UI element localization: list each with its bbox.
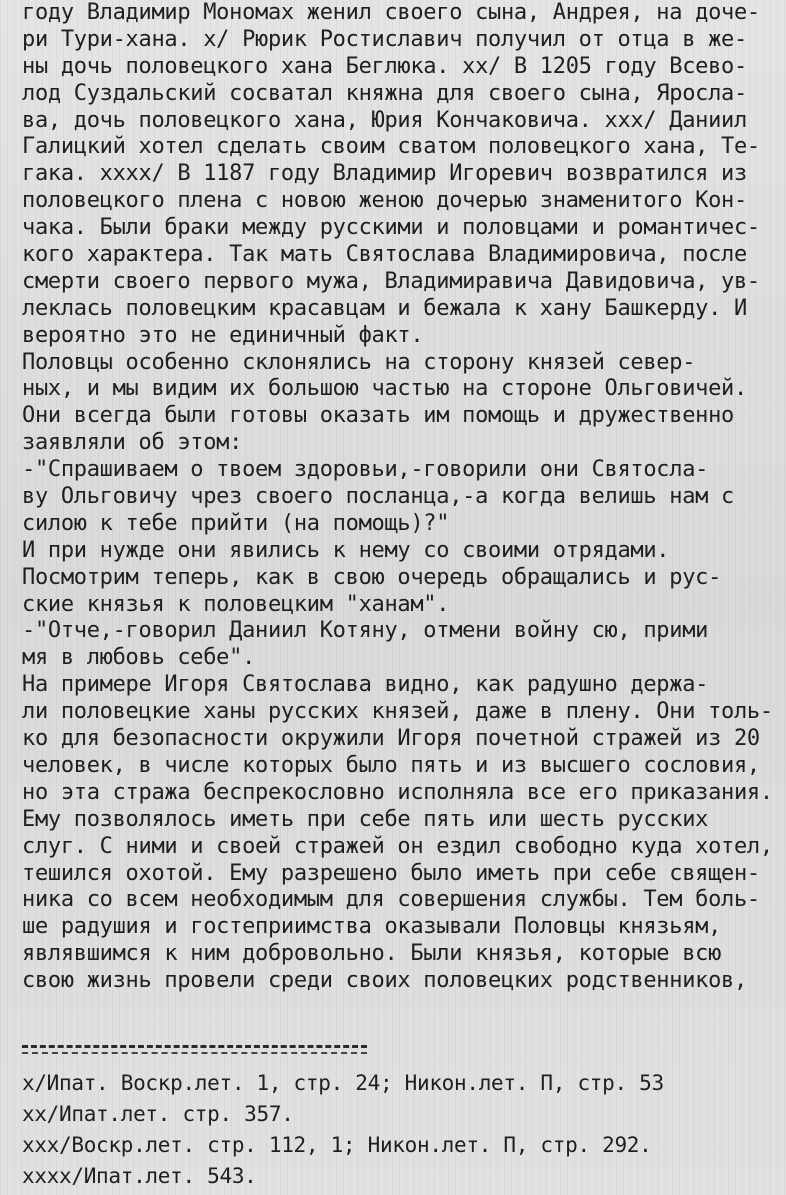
text-line: мя в любовь себе". — [22, 645, 256, 671]
text-line: ские князья к половецким "ханам". — [22, 591, 450, 617]
text-line: ше радушия и гостеприимства оказывали Половцы князьям, — [22, 914, 722, 940]
text-line: лод Суздальский сосватал княжна для своего сына, Яросла- — [22, 80, 747, 106]
body-text — [22, 0, 782, 995]
text-line: Ему позволялось иметь при себе пять или шесть русских — [22, 806, 709, 832]
text-line: вероятно это не единичный факт. — [22, 322, 424, 348]
text-line: являвшимся к ним добровольно. Были князья, которые всю — [22, 941, 722, 967]
text-line: ли половецкие ханы русских князей, даже в плену. Они толь- — [22, 699, 773, 725]
footnote-4: xxxx/Ипат.лет. 543. — [22, 1164, 257, 1188]
text-line: но эта стража беспрекословно исполняла все его приказания. — [22, 779, 773, 805]
text-line: ва, дочь половецкого хана, Юрия Кончаковича. xxx/ Даниил — [22, 107, 747, 133]
text-line: половецкого плена с новою женою дочерью знаменитого Кон- — [22, 188, 747, 214]
text-line: ника со всем необходимым для совершения службы. Тем боль- — [22, 887, 760, 913]
text-line: ных, и мы видим их большою частью на стороне Ольговичей. — [22, 376, 747, 402]
footnote-3: xxx/Воскр.лет. стр. 112, 1; Никон.лет. П, стр. 292. — [22, 1133, 652, 1157]
text-line: году Владимир Мономах женил своего сына, Андрея, на доче- — [22, 0, 760, 25]
text-line: Галицкий хотел сделать своим сватом половецкого хана, Те- — [22, 134, 760, 160]
text-line: ны дочь половецкого хана Беглюка. xx/ В 1205 году Всево- — [22, 53, 747, 79]
text-line: заявляли об этом: — [22, 430, 243, 456]
text-line: Они всегда были готовы оказать им помощь и дружественно — [22, 403, 734, 429]
footnote-2: xx/Ипат.лет. стр. 357. — [22, 1102, 294, 1126]
text-line: силою к тебе прийти (на помощь)?" — [22, 510, 450, 536]
text-line: И при нужде они явились к нему со своими отрядами. — [22, 537, 670, 563]
text-line: тешился охотой. Ему разрешено было иметь при себе священ- — [22, 860, 760, 886]
text-line: человек, в числе которых было пять и из высшего сословия, — [22, 752, 760, 778]
footnote-separator — [22, 1045, 367, 1048]
text-line: На примере Игоря Святослава видно, как радушно держа- — [22, 672, 709, 698]
footnote-1: x/Ипат. Воскр.лет. 1, стр. 24; Никон.лет. П, стр. 53 — [22, 1071, 664, 1095]
text-line: слуг. С ними и своей стражей он ездил свободно куда хотел, — [22, 833, 773, 859]
text-line: Посмотрим теперь, как в свою очередь обращались и рус- — [22, 564, 722, 590]
text-line: кого характера. Так мать Святослава Владимировича, после — [22, 242, 747, 268]
text-line: ко для безопасности окружили Игоря почетной стражей из 20 — [22, 726, 760, 752]
text-line: леклась половецким красавцам и бежала к хану Башкерду. И — [22, 295, 747, 321]
text-line: чака. Были браки между русскими и половцами и романтичес- — [22, 215, 760, 241]
text-line: гака. xxxx/ В 1187 году Владимир Игоревич возвратился из — [22, 161, 747, 187]
text-line: ри Тури-хана. x/ Рюрик Ростиславич получил от отца в же- — [22, 26, 747, 52]
footnote-separator-underline — [22, 1052, 367, 1054]
text-line: ву Ольговичу чрез своего посланца,-а когда велишь нам с — [22, 484, 734, 510]
text-line: смерти своего первого мужа, Владимиравича Давидовича, ув- — [22, 268, 760, 294]
text-line: -"Отче,-говорил Даниил Котяну, отмени войну сю, прими — [22, 618, 709, 644]
text-line: -"Спрашиваем о твоем здоровьи,-говорили они Святосла- — [22, 457, 709, 483]
footnotes — [22, 1068, 782, 1192]
text-line: Половцы особенно склонялись на сторону князей север- — [22, 349, 696, 375]
text-line: свою жизнь провели среди своих половецких родственников, — [22, 968, 747, 994]
